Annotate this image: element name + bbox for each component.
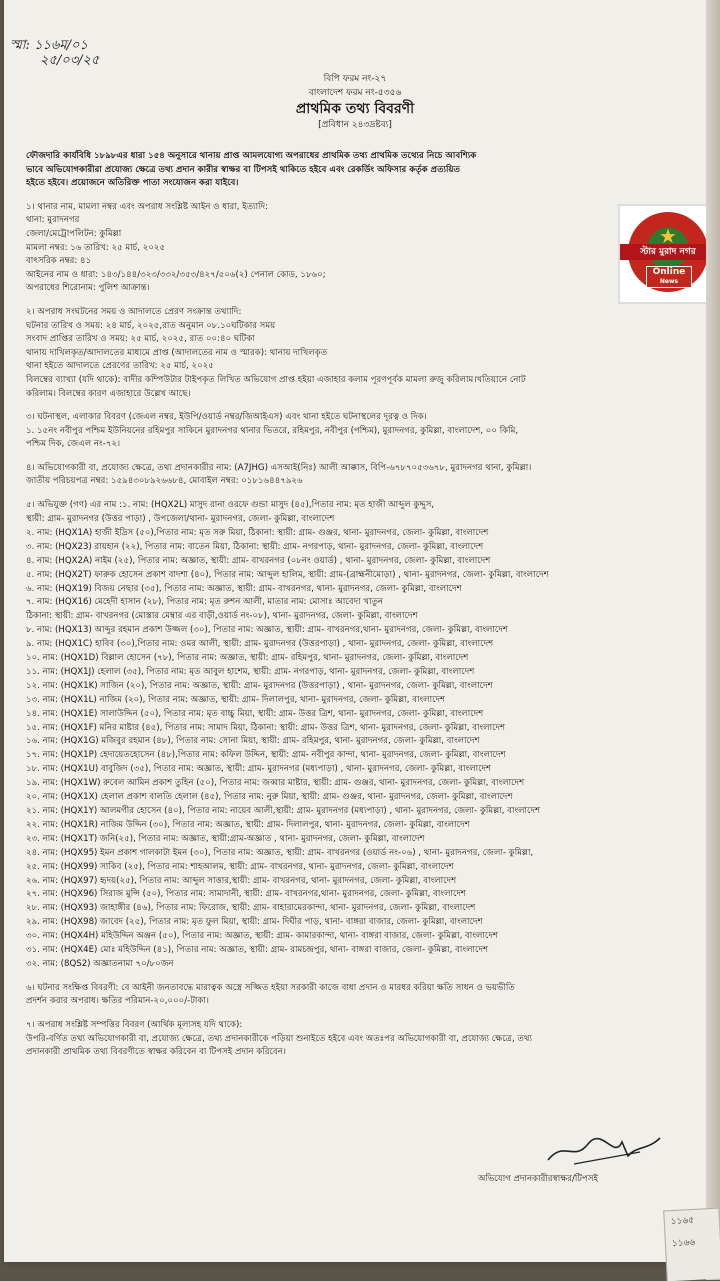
accused-list-item: ১৫. নাম: (HQX1F) মনির মাষ্টার (৪৫), পিতার নাম: সামাদ মিয়া, ঠিকানা: স্থায়ী: গ্রাম- উত্তর ত্রিশ, থানা- মুরাদনগর, জেলা- কুমিল্লা, বাংলাদেশ (26, 722, 698, 736)
section-line: করিলাম। বিলম্বের কারণ এজাহারে উল্লেখ আছে। (26, 388, 698, 402)
section-line: ৪। অভিযোগকারী বা, প্রযোজ্য ক্ষেত্রে, তথ্য প্রদানকারীর নাম: (A7JHG) এসআই(নিঃ) আলী আক্কাস, বিপি-৬৭৮৭০৫৩৬৭৮, মুরাদনগর থানা, কুমিল্লা। (26, 462, 698, 476)
document-title: প্রাথমিক তথ্য বিবরণী (4, 100, 706, 118)
intro-line: ফৌজদারি কার্যবিধি ১৮৯৮এর ধারা ১৫৪ অনুসারে থানায় প্রাপ্ত আমলযোগ্য অপরাধের প্রাথমিক তথ্য প্রাথমিক তথ্যের নিচে আবশ্যিক (26, 150, 698, 164)
accused-list-item: ৩১. নাম: (HQX4E) মোঃ মহিউদ্দিন (৪১), পিতার নাম: অজ্ঞাত, স্থায়ী: গ্রাম- রামচন্দ্রপুর, থানা- বাঙ্গরা বাজার, জেলা- কুমিল্লা, বাংলাদেশ (26, 944, 698, 958)
logo-name: স্টার মুরাদ নগর (620, 244, 706, 260)
section-line: থানায় দাখিলকৃত/আদালতের মাধ্যমে প্রাপ্ত (আদালতের নাম ও স্মারক): থানায় দাখিলকৃত (26, 347, 698, 361)
accused-list-item: ১৯. নাম: (HQX1W) রুবেল আমিন প্রকাশ তুহিন (৫০), পিতার নাম: জব্বার মাষ্টার, স্থায়ী: গ্রাম- গুঞ্জর, থানা- মুরাদনগর, জেলা- কুমিল্লা, বাংলাদেশ (26, 777, 698, 791)
section-line: পশ্চিম দিক, জেএল নং-৭২। (26, 438, 698, 452)
accused-list-item: ৩০. নাম: (HQX4H) মহিউদ্দিন অঞ্জন (৫০), পিতার নাম: অজ্ঞাত, স্থায়ী: গ্রাম- কামারকান্দা, থানা- বাঙ্গরা বাজার, জেলা- কুমিল্লা, বাংলাদেশ (26, 930, 698, 944)
accused-list-item: ২৮. নাম: (HQX93) জাহাঙ্গীর (৪৬), পিতার নাম: ফিরোজ, স্থায়ী: গ্রাম- বাহারামেরকান্দা, থানা- মুরাদনগর, জেলা- কুমিল্লা, বাংলাদেশ (26, 902, 698, 916)
logo-online-badge (646, 266, 692, 288)
accused-list-item: স্থায়ী: গ্রাম- মুরাদনগর (উত্তর পাড়া) , উপজেলা/থানা- মুরাদনগর, জেলা- কুমিল্লা, বাংলাদেশ (26, 513, 698, 527)
intro-line: হইতে হইবে। প্রয়োজনে অতিরিক্ত পাতা সংযোজন করা যাইবে। (26, 177, 698, 191)
section-line: থানা: মুরাদনগর (26, 214, 698, 228)
section-line: ঘটনার তারিখ ও সময়: ২৪ মার্চ, ২০২৫,রাত অনুমান ০৮.১০ঘটিকার সময় (26, 320, 698, 334)
section-3 (26, 411, 698, 452)
accused-list-item: ২০. নাম: (HQX1X) হেলাল প্রকাশ বালতি হেলাল (৪৫), পিতার নাম: নুরু মিয়া, স্থায়ী: গ্রাম- গুঞ্জর, থানা- মুরাদনগর, জেলা- কুমিল্লা, বাংলাদেশ (26, 791, 698, 805)
section-line: জাতীয় পরিচয়পত্র নম্বর: ১৫৯৪৩০৮৯২৬৬৮৪, মোবাইল নম্বর: ০১৮১৬৪৪৭৯২৬ (26, 475, 698, 489)
form-header (4, 72, 706, 132)
accused-list-item: ১৩. নাম: (HQX1L) নাজিম (২০), পিতার নাম: অজ্ঞাত, স্থায়ী: গ্রাম- দিলালপুর, থানা- মুরাদনগর, জেলা- কুমিল্লা, বাংলাদেশ (26, 694, 698, 708)
accused-list-item: ২২. নাম: (HQX1R) নাজিম উদ্দিন (৩০), পিতার নাম: অজ্ঞাত, স্থায়ী: গ্রাম- দিলালপুর, থানা- মুরাদনগর, জেলা- কুমিল্লা, বাংলাদেশ (26, 819, 698, 833)
section-line: ৭। অপরাধ সংশ্লিষ্ট সম্পত্তির বিবরণ (আর্থিক মূল্যসহ যদি থাকে): (26, 1019, 698, 1033)
accused-list-item: ৭. নাম: (HQX16) মেহেদী হাসান (২৮), পিতার নাম: মৃত রুশন আলী, মাতার নাম: মোসাঃ আবেদা খাতুন (26, 596, 698, 610)
section-line: ১. ১৫নং নবীপুর পশ্চিম ইউনিয়নের রহিমপুর সাকিনে মুরাদনগর থানার ভিতরে, রহিমপুর, নবীপুর (পশ্চিম), মুরাদনগর, কুমিল্লা, বাংলাদেশ, ০০ কিমি, (26, 425, 698, 439)
accused-list-item: ২৩. নাম: (HQX1T) জনি(২৫), পিতার নাম: অজ্ঞাত, স্থায়ী:গ্রাম-অজ্ঞাত , থানা- মুরাদনগর, জেলা- কুমিল্লা, বাংলাদেশ (26, 833, 698, 847)
corner-number: ১১৬৫ (664, 1209, 719, 1234)
memo-line-2: ২৫/০৩/২৫ (10, 53, 99, 68)
section-line: জেলা/মেট্রোপলিটন: কুমিল্লা (26, 228, 698, 242)
section-line: আইনের নাম ও ধারা: ১৪৩/১৪৪/৩২৩/৩৩২/৩৫৩/৪২৭/৫০৬(২) পেনাল কোড, ১৮৬০; (26, 269, 698, 283)
accused-list-item: ২৯. নাম: (HQX98) জাবেদ (২৫), পিতার নাম: মৃত ফুল মিয়া, স্থায়ী: গ্রাম- দিঘীর পাড়, থানা- বাঙ্গরা বাজার, জেলা- কুমিল্লা, বাংলাদেশ (26, 916, 698, 930)
section-7 (26, 1019, 698, 1060)
document-page (4, 0, 706, 1262)
section-6 (26, 982, 698, 1009)
form-number-bp: বিপি ফরম নং-২৭ (4, 72, 706, 86)
accused-list-item: ৪. নাম: (HQX2A) নাইম (২৫), পিতার নাম: অজ্ঞাত, স্থায়ী: গ্রাম- বাখরনগর (০৮নং ওয়ার্ড) , থানা- মুরাদনগর, জেলা- কুমিল্লা, বাংলাদেশ (26, 555, 698, 569)
signature-image (544, 1130, 664, 1170)
accused-list-item: ১১. নাম: (HQX1J) হেলাল (৩৫), পিতার নাম: মৃত আবুল হাশেম, স্থায়ী: গ্রাম- নগরপাড়, থানা- মুরাদনগর, জেলা- কুমিল্লা, বাংলাদেশ (26, 666, 698, 680)
section-line: অপরাধের শিরোনাম: পুলিশ আক্রান্ত। (26, 282, 698, 296)
page-edge-strip (706, 0, 720, 1280)
document-body (26, 150, 698, 1060)
accused-list-item: ৫. নাম: (HQX2T) ফারুক হোসেন প্রকাশ বাদশা (৪০), পিতার নাম: আব্দুল হালিম, স্থায়ী: গ্রাম-(ব্রাহ্মনীমোড়া) , থানা- মুরাদনগর, জেলা- কুমিল্লা, বাংলাদেশ (26, 569, 698, 583)
accused-list-item: ৩. নাম: (HQX23) রায়হান (২২), পিতার নাম: বাতেন মিয়া, ঠিকানা: স্থায়ী: গ্রাম- নগরপাড়, থানা- মুরাদনগর, জেলা- কুমিল্লা, বাংলাদেশ (26, 541, 698, 555)
logo-online-text: Online (647, 267, 691, 278)
accused-list-item: ২৬. নাম: (HQX97) হৃদয়(২৫), পিতার নাম: আব্দুল সাত্তার,স্থায়ী: গ্রাম- বাখরনগর, থানা- মুরাদনগর, জেলা- কুমিল্লা, বাংলাদেশ (26, 875, 698, 889)
accused-list-item: ২৭. নাম: (HQX96) সিরাজ মুন্সি (৫০), পিতার নাম: সামাদানী, স্থায়ী: গ্রাম- বাখরনগর,থানা- মুরাদনগর, জেলা- কুমিল্লা, বাংলাদেশ (26, 888, 698, 902)
accused-list-item: ২১. নাম: (HQX1Y) আলমগীর হোসেন (৪০), পিতার নাম: নায়েব আলী,স্থায়ী: গ্রাম- মুরাদনগর (মধ্যপাড়া) , থানা- মুরাদনগর, জেলা- কুমিল্লা, বাংলাদেশ (26, 805, 698, 819)
section-line: ৬। ঘটনার সংক্ষিপ্ত বিবরণী: বে আইনী জনতাবদ্ধে মারাত্বক অস্ত্রে সজ্জিত হইয়া সরকারী কাজে বাধা প্রদান ও মারধর করিয়া ক্ষতি সাধন ও ভয়ভীতি (26, 982, 698, 996)
news-logo (618, 204, 706, 304)
accused-list-item: ১৬. নাম: (HQX1G) মজিবুর রহমান (৪৮), পিতার নাম: সোনা মিয়া, স্থায়ী: গ্রাম- রহিমপুর, থানা- মুরাদনগর, জেলা- কুমিল্লা, বাংলাদেশ (26, 735, 698, 749)
accused-list-item: ৯. নাম: (HQX1C) হাবিব (৩০),পিতার নাম: ওমর আলী, স্থায়ী: গ্রাম- মুরাদনগর (উত্তরপাড়া) , থানা- মুরাদনগর, জেলা- কুমিল্লা, বাংলাদেশ (26, 638, 698, 652)
handwritten-memo (10, 38, 99, 68)
section-line: বাৎসরিক নম্বর: ৪১ (26, 255, 698, 269)
section-line: প্রদানকারী প্রাথমিক তথ্য বিবরণীতে স্বাক্ষর করিবেন বা টিপসই প্রদান করিবেন। (26, 1046, 698, 1060)
accused-list-item: ১২. নাম: (HQX1K) সাজিন (২০), পিতার নাম: অজ্ঞাত, স্থায়ী: গ্রাম- মুরাদনগর (উত্তরপাড়া) , থানা- মুরাদনগর, জেলা- কুমিল্লা, বাংলাদেশ (26, 680, 698, 694)
section-line: ২। অপরাধ সংঘটনের সময় ও আদালতে প্রেরণ সংক্রান্ত তথ্যাদি: (26, 306, 698, 320)
accused-list-item: ৩২. নাম: (8QS2) অজ্ঞাতনামা ৭০/৮০জন (26, 958, 698, 972)
accused-list-item: ১০. নাম: (HQX1D) বিল্লাল হোসেন (৭৮), পিতার নাম: অজ্ঞাত, স্থায়ী: গ্রাম- রহিমপুর, থানা- মুরাদনগর, জেলা- কুমিল্লা, বাংলাদেশ (26, 652, 698, 666)
section-line: সংবাদ প্রাপ্তির তারিখ ও সময়: ২৫ মার্চ, ২০২৫, রাত ০০:৪০ ঘটিকা (26, 333, 698, 347)
logo-news-text: News (647, 278, 691, 285)
accused-list-item: ২৪. নাম: (HQX95) ইমন প্রকাশ গালকাটা ইমন (৩০), পিতার নাম: অজ্ঞাত, স্থায়ী: গ্রাম- বাখরনগর (ওয়ার্ড নং-০৬) , থানা- মুরাদনগর, জেলা- কুমিল্লা, (26, 847, 698, 861)
accused-list-item: ৮. নাম: (HQX13) আব্দুর রহমান প্রকাশ উজ্জল (৩০), পিতার নাম: অজ্ঞাত, স্থায়ী: গ্রাম- বাখরনগর,থানা- মুরাদনগর, জেলা- কুমিল্লা, বাংলাদেশ (26, 624, 698, 638)
section-line: ১। থানার নাম, মামলা নম্বর এবং অপরাধ সংশ্লিষ্ট আইন ও ধারা, ইত্যাদি: (26, 201, 698, 215)
stacked-papers-corner (663, 1208, 720, 1281)
section-4 (26, 462, 698, 489)
section-2 (26, 306, 698, 401)
section-line: বিলম্বের ব্যাখ্যা (যদি থাকে): বাদীর কম্পিউটার টাইপকৃত লিখিত অভিযোগ প্রাপ্ত হইয়া এজাহার কলাম পূরণপূর্বক মামলা রুজু করিলাম।খতিয়ানে নোট (26, 374, 698, 388)
memo-line-1: স্মা: ১১৬ম/০১ (10, 38, 99, 53)
accused-list-item: ৬. নাম: (HQX19) বিজয় নেছার (৩৫), পিতার নাম: অজ্ঞাত, স্থায়ী: গ্রাম- বাখরনগর, থানা- মুরাদনগর, জেলা- কুমিল্লা, বাংলাদেশ (26, 583, 698, 597)
signature-label: অভিযোগ প্রদানকারীরস্বাক্ষর/টিপসই (478, 1172, 598, 1186)
accused-list-item: ১৪. নাম: (HQX1E) সালাউদ্দিন (৫০), পিতার নাম: মৃত বাচ্চু মিয়া, স্থায়ী: গ্রাম- উত্তর ত্রিশ, থানা- মুরাদনগর, জেলা- কুমিল্লা, বাংলাদেশ (26, 708, 698, 722)
accused-list-item: ঠিকানা: স্থায়ী: গ্রাম- বাখরনগর (মোস্তার মেম্বার এর বাড়ী,ওয়ার্ড নং-০৮), থানা- মুরাদনগর, জেলা- কুমিল্লা, বাংলাদেশ (26, 610, 698, 624)
accused-list-item: ২৫. নাম: (HQX99) সাকিব (২৫), পিতার নাম: শাহআলম, স্থায়ী: গ্রাম- বাখরনগর, থানা- মুরাদনগর, জেলা- কুমিল্লা, বাংলাদেশ (26, 861, 698, 875)
accused-list-item: ১৭. নাম: (HQX1P) হেদায়েতহোসেন (৪৮),পিতার নাম: কফিল উদ্দিন, স্থায়ী: গ্রাম- নবীপুর কান্দা, থানা- মুরাদনগর, জেলা- কুমিল্লা, বাংলাদেশ (26, 749, 698, 763)
intro-paragraph (26, 150, 698, 191)
document-subtitle: [প্রবিধান ২৪৩দ্রষ্টব্য] (4, 118, 706, 132)
form-number-bd: বাংলাদেশ ফরম নং-৫৩৫৬ (4, 86, 706, 100)
section-line: থানা হইতে আদালতে প্রেরণের তারিখ: ২৫ মার্চ, ২০২৫ (26, 360, 698, 374)
accused-list-item: ৫। অভিযুক্ত (গণ) এর নাম :১. নাম: (HQX2L) মাসুদ রানা ওরফে গুন্ডা মাসুদ (৪৫),পিতার নাম: মৃত হাজী আব্দুল কুদ্দুস, (26, 499, 698, 513)
star-icon: ★ (659, 224, 677, 248)
section-line: মামলা নম্বর: ১৬ তারিখ: ২৫ মার্চ, ২০২৫ (26, 242, 698, 256)
accused-list-item: ১৮. নাম: (HQX1U) বাবুজিদ (৩৫), পিতার নাম: অজ্ঞাত, স্থায়ী: গ্রাম- মুরাদনগর (মধ্যপাড়া) , থানা- মুরাদনগর, জেলা- কুমিল্লা, বাংলাদেশ (26, 763, 698, 777)
section-line: উপরি-বর্ণিত তথ্য অভিযোগকারী বা, প্রযোজ্য ক্ষেত্রে, তথ্য প্রদানকারীকে পড়িয়া শুনাইতে হইবে এবং অতঃপর অভিযোগকারী বা, প্রযোজ্য ক্ষেত্রে, তথ্য (26, 1033, 698, 1047)
section-5-accused-list (26, 499, 698, 972)
accused-list-item: ২. নাম: (HQX1A) হাজী ইদ্রিস (৫০),পিতার নাম: মৃত সরু মিয়া, ঠিকানা: স্থায়ী: গ্রাম- গুঞ্জর, থানা- মুরাদনগর, জেলা- কুমিল্লা, বাংলাদেশ (26, 527, 698, 541)
section-line: প্রদর্শন করার অপরাধ। ক্ষতির পরিমান-২০,০০০/-টাকা। (26, 995, 698, 1009)
corner-number: ১১৬৬ (665, 1231, 720, 1256)
intro-line: ভাবে অভিযোগকারীরা প্রযোজ্য ক্ষেত্রে তথ্য প্রদান কারীর স্বাক্ষর বা টিপসই থাকিতে হইবে এবং রেকর্ডিং অফিসার কর্তৃক প্রত্যয়িত (26, 164, 698, 178)
section-1 (26, 201, 698, 296)
section-line: ৩। ঘটনাস্থল, এলাকার বিবরণ (জেএল নম্বর, ইউপি/ওয়ার্ড নম্বর/জিআইএস) এবং থানা হইতে ঘটনাস্থলের দূরত্ব ও দিক। (26, 411, 698, 425)
